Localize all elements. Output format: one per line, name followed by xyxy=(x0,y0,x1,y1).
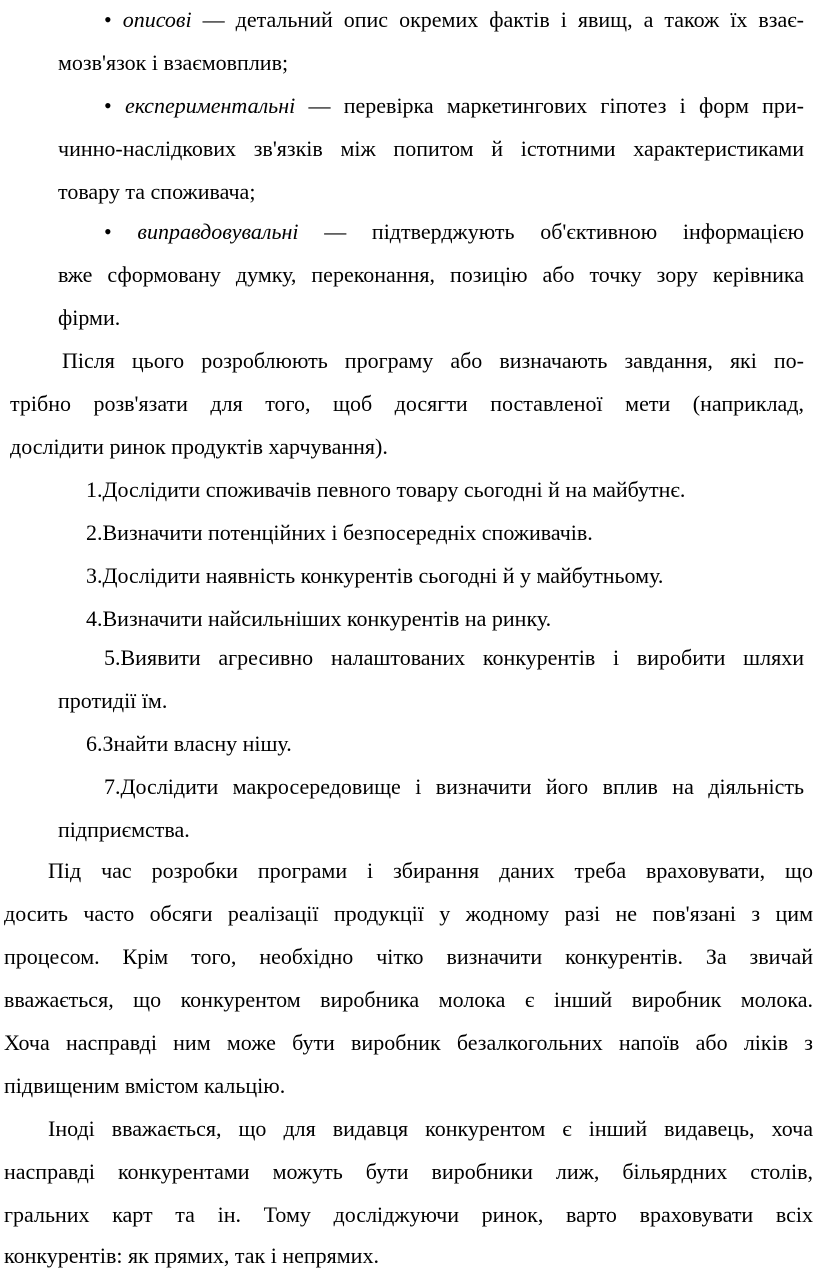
task-item-continuation: протидії їм. xyxy=(58,688,168,713)
bullet-text: — детальний опис окремих фактів і явищ, а також їх взає- xyxy=(191,7,804,32)
bullet-marker: • xyxy=(104,93,112,118)
bullet-term: експериментальні xyxy=(124,93,296,118)
task-item: 6.Знайти власну нішу. xyxy=(86,731,292,756)
bullet-experimental xyxy=(104,90,804,122)
task-item: 2.Визначити потенційних і безпосередніх споживачів. xyxy=(86,520,593,545)
body-paragraph-line: конкурентів: як прямих, так і непрямих. xyxy=(4,1243,379,1268)
intro-paragraph-line: дослідити ринок продуктів харчування). xyxy=(10,434,388,459)
bullet-term: описові xyxy=(122,7,192,32)
body-paragraph-line: насправді конкурентами можуть бути виробники лиж, більярдних столів, xyxy=(4,1159,813,1184)
bullet-continuation: мозв'язок і взаємовплив; xyxy=(58,50,289,75)
body-paragraph: Іноді вважається, що для видавця конкурентом є інший видавець, хоча xyxy=(48,1116,813,1141)
bullet-continuation: фірми. xyxy=(58,305,121,330)
task-item: 7.Дослідити макросередовище і визначити його вплив на діяльність xyxy=(104,774,804,799)
task-item-continuation: підприємства. xyxy=(58,817,190,842)
bullet-continuation: чинно-наслідкових зв'язків між попитом й істотними характеристиками xyxy=(58,136,804,161)
bullet-continuation: вже сформовану думку, переконання, позицію або точку зору керівника xyxy=(58,262,804,287)
bullet-marker: • xyxy=(104,219,112,244)
task-item: 4.Визначити найсильніших конкурентів на ринку. xyxy=(86,606,552,631)
bullet-continuation: товару та споживача; xyxy=(58,179,256,204)
task-item: 1.Дослідити споживачів певного товару сьогодні й на майбутнє. xyxy=(86,477,686,502)
bullet-justifying xyxy=(104,216,804,248)
bullet-text: — підтверджують об'єктивною інформацією xyxy=(298,219,804,244)
bullet-marker: • xyxy=(104,7,112,32)
body-paragraph-line: підвищеним вмістом кальцію. xyxy=(4,1073,286,1098)
body-paragraph-line: гральних карт та ін. Тому досліджуючи ринок, варто враховувати всіх xyxy=(4,1202,813,1227)
body-paragraph-line: вважається, що конкурентом виробника молока є інший виробник молока. xyxy=(4,987,813,1012)
bullet-text: — перевірка маркетингових гіпотез і форм при- xyxy=(295,93,804,118)
body-paragraph-line: процесом. Крім того, необхідно чітко визначити конкурентів. За звичай xyxy=(4,944,813,969)
task-item: 5.Виявити агресивно налаштованих конкурентів і виробити шляхи xyxy=(104,645,804,670)
intro-paragraph-line: трібно розв'язати для того, щоб досягти поставленої мети (наприклад, xyxy=(10,391,804,416)
task-item: 3.Дослідити наявність конкурентів сьогодні й у майбутньому. xyxy=(86,563,664,588)
intro-paragraph: Після цього розроблюють програму або визначають завдання, які по- xyxy=(62,348,804,373)
bullet-descriptive xyxy=(104,4,804,36)
body-paragraph-line: Хоча насправді ним може бути виробник безалкогольних напоїв або ліків з xyxy=(4,1030,813,1055)
body-paragraph-line: досить часто обсяги реалізації продукції у жодному разі не пов'язані з цим xyxy=(4,901,813,926)
bullet-term: виправдовувальні xyxy=(137,219,299,244)
body-paragraph: Під час розробки програми і збирання даних треба враховувати, що xyxy=(48,858,813,883)
